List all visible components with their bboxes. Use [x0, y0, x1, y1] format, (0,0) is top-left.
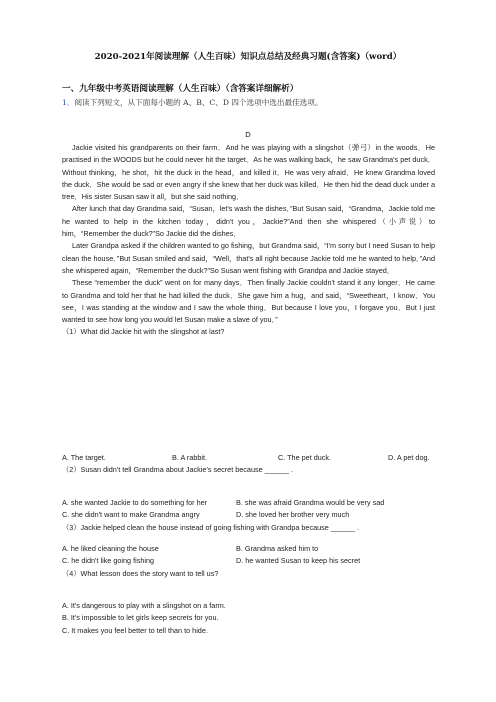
question-3-stem: （3）Jackie helped clean the house instead of going fishing with Grandpa because ______ .: [62, 522, 360, 532]
q1-option-b[interactable]: B. A rabbit.: [172, 453, 208, 462]
passage-label: D: [245, 130, 251, 139]
q2-option-a[interactable]: A. she wanted Jackie to do something for her: [62, 498, 208, 507]
question-number: 1．: [62, 98, 75, 107]
instruction: [62, 97, 322, 108]
instruction-text: 阅读下列短文，从下面每小题的 A、B、C、D 四个选项中选出最佳选项。: [74, 98, 323, 107]
paragraph-1: Jackie visited his grandparents on their farm．And he was playing with a slingshot（弹弓）in the woods．He practised in the WOODS but he could never hit the target．As he was walking back，he saw Grandma's pet duck．Without thinking，he shot，hit the duck in the head，and killed it．He was very afraid．He knew Grandma loved the duck．She would be sad or even angry if she knew that her duck was killed．He then hid the dead duck under a tree．His sister Susan saw it all，but she said nothing．: [62, 143, 435, 202]
q3-option-c[interactable]: C. he didn't like going fishing: [62, 556, 155, 566]
question-3-options: [62, 543, 435, 580]
question-1-stem: （1）What did Jackie hit with the slingshot at last?: [62, 327, 225, 337]
q4-option-a[interactable]: A. It's dangerous to play with a slingshot on a farm.: [62, 601, 226, 610]
q2-option-d[interactable]: D. she loved her brother very much: [236, 510, 350, 520]
q3-option-b[interactable]: B. Grandma asked him to: [236, 544, 319, 553]
question-2-options: [62, 497, 435, 534]
q1-option-a[interactable]: A. The target.: [62, 453, 106, 462]
paragraph-4: These “remember the duck” went on for many days．Then finally Jackie couldn't stand it any longer．He came to Grandma and told her that he had killed the duck．She gave him a hug，and said，“Sweetheart，I know．You see，I was standing at the window and I saw the whole thing．But because I love you，I forgave you．But I just wanted to see how long you would let Susan make a slave of you．”: [62, 278, 435, 325]
section-heading: 一、九年级中考英语阅读理解（人生百味）（含答案详细解析）: [62, 84, 299, 94]
q4-option-c[interactable]: C. It makes you feel better to tell than to hide.: [62, 625, 208, 635]
q2-option-b[interactable]: B. she was afraid Grandma would be very sad: [236, 498, 385, 507]
question-4-options: [62, 600, 435, 637]
q1-option-d[interactable]: D. A pet dog.: [388, 453, 430, 462]
q4-option-b[interactable]: B. It's impossible to let girls keep secrets for you.: [62, 613, 219, 623]
question-4-stem: （4）What lesson does the story want to tell us?: [62, 568, 219, 578]
document-title: 2020-2021年阅读理解（人生百味）知识点总结及经典习题(含答案)（word）: [94, 52, 402, 62]
q1-option-c[interactable]: C. The pet duck.: [278, 453, 332, 462]
paragraph-2: After lunch that day Grandma said，“Susan，let's wash the dishes．”But Susan said，“Grandma，Jackie told me he wanted to help in the kitchen today，didn't you，Jackie?”And then she whispered（小声说）to him，“Remember the duck?”So Jackie did the dishes．: [62, 204, 435, 239]
q3-option-a[interactable]: A. he liked cleaning the house: [62, 544, 159, 553]
question-1-options: [62, 452, 435, 477]
q3-option-d[interactable]: D. he wanted Susan to keep his secret: [236, 556, 361, 566]
q2-option-c[interactable]: C. she didn't want to make Grandma angry: [62, 510, 200, 520]
question-2-stem: （2）Susan didn't tell Grandma about Jackie's secret because ______ .: [62, 465, 293, 475]
paragraph-3: Later Grandpa asked if the children wanted to go fishing，but Grandma said，“I'm sorry but I need Susan to help clean the house．”But Susan smiled and said，“Well，that's all right because Jackie told me he wanted to help．”And she whispered again，“Remember the duck?”So Susan went fishing with Grandpa and Jackie stayed．: [62, 241, 435, 275]
passage-body: [62, 142, 435, 339]
